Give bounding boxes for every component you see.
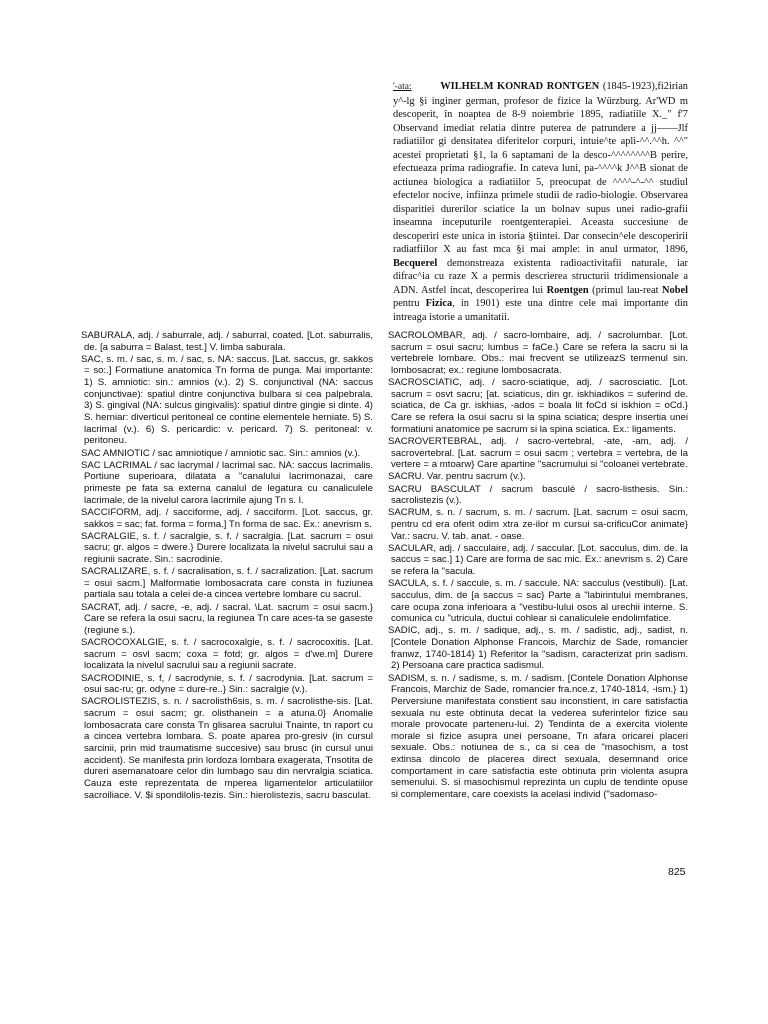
biography-roentgen: Roentgen	[546, 284, 589, 296]
biography-body-2: demonstreaza existenta radioactivitafii naturale, iar difrac^ia cu raze X a permis descrierea structurii tridimensionale a ADN. Astfel incat, descoperirea lui	[393, 257, 688, 296]
entry-sac-amniotic: SAC AMNIOTIC / sac amniotique / amniotic sac. Sin.: amnios (v.).	[81, 447, 361, 459]
biography-mark: '-ata:	[393, 82, 412, 92]
entry-sacciform: SACCIFORM, adj. / sacciforme, adj. / sacciform. [Lot. saccus, gr. sakkos = sac; fat. forma = forma.] Tn forma de sac. Ex.: anevrism s.	[81, 506, 373, 530]
right-column	[388, 330, 688, 801]
biography-body-1: (1845-1923),fi2irian y^-lg §i inginer german, profesor de fizice la Würzburg. Ar'WD m descoperit, în noaptea de 8-9 noiembrie 1895, radiatiile X._" f'7 Observand imediat relatia dintre puterea de patrundere a jj——Jlf radiatiilor gi densitatea diferitelor corpuri, intuie^te apli-^^.^^h. ^^" acestei proprietati §1, la 6 saptamani de la desco-^^^^^^^^B perire, efectueaza prima radiografie. In cateva luni, pa-^^^^k J^^B sionat de actiunea biologica a radiatiilor 5, preocupat de ^^^^-^-^^ studiul efectelor nocive, infiinza primele studii de radio-biologie. Observarea disparitiei durerilor sciatice la un bolnav supus unei radio-grafii inseamna inceputurile roentgenterapiei. Aceasta succesiune de descoperiri este unica in istoria §tiintei. Dar consecin^ele descoperirii radiatfiilor X au fast mca §i mai ample: in anul urmator, 1896,	[393, 81, 689, 255]
biography-fizica: Fizica	[425, 298, 453, 309]
left-column	[81, 330, 373, 802]
page-number: 825	[668, 866, 686, 878]
entry-sacula: SACULA, s. f. / saccule, s. m. / saccule. NA: sacculus (vestibuli). [Lat. sacculus, dim. de [a saccus = sac} Parte a "labirintului membranes, care ocupa zona inferioara a "vestibu-lului osos al urechii interne. S. comunica cu "utricula, ductui cohlear si canaliculele endolimfatice.	[388, 578, 688, 625]
entry-sacru-basculat: SACRU BASCULAT / sacrum basculé / sacro-listhesis. Sin.: sacrolistezis (v.).	[388, 483, 688, 507]
entry-sacrocoxalgie: SACROCOXALGIE, s. f. / sacrocoxalgie, s. f. / sacrocoxitis. [Lat. sacrum = osvl sacm; coxa = fotd; gr. algos = d'we.m] Durere localizata la nivelul sacrului sau a regiunii sacrate.	[81, 637, 373, 672]
biography-name: WILHELM KONRAD RONTGEN	[440, 81, 600, 92]
entry-sadism: SADISM, s. n. / sadisme, s. m. / sadism. [Contele Donation Alphonse Francois, Marchiz de Sade, romancier fra.nce.z, 1740-1814, -ism.} 1) Perversiune manifestata constient sau inconstient, in care satisfactia sexuala nu este obtinuta decat la vederea suferintelor fizice sau morale provocate parteneru-lui. 2) Tendinta de a exercita violente morale si fizice asupra unei persoane, Tn afara oricarei placeri sexuale. Obs.: notiunea de s., ca si cea de "masochism, a tost extinsa dincolo de placerea direct sexuala, desemnand orice comportament in care satisfactia este obtinuta prin violenta asupra semenului. S. si masochismul reprezinta un cuplu de tendinte opuse si complementare, care coexists la acelasi individ ("sadomaso-	[388, 672, 688, 801]
biography-text	[393, 80, 688, 324]
entry-sac: SAC, s. m. / sac, s. m. / sac, s. NA: saccus. [Lat. saccus, gr. sakkos = so:.] Formatiune anatomica Tn forma de punga. Mai importante: 1) S. amniotic: sin.: amnios (v.). 2) S. conjunctival (NA: saccus conjunctivae): spatiul dintre conjunctiva bulbara si cea palpebrala. 3) S. gingival (NA: sulcus gingivalis): spatiul dintre gingie si dinte. 4) S. herniar: diverticul peritoneal ce contine elementele herniate. 5) S. lacrimal (v.). 6) S. pericardic: v. pericard. 7) S. peritoneal: v. peritoneu.	[81, 353, 373, 447]
entry-sacrolombar: SACROLOMBAR, adj. / sacro-lombaire, adj. / sacrolumbar. [Lot. sacrum = osui sacru; lumbus = faCe.} Care se refera la sacru si la vertebrele lombare. Obs.: mai frecvent se utilizeazS termenul sin. lombosacrat; ex.: regiune lombosacrata.	[388, 330, 688, 376]
entry-sacrum: SACRUM, s. n. / sacrum, s. m. / sacrum. [Lat. sacrum = osui sacm, pentru cd era oferit odim xtra ze-ilor m cursui sa-crificuCor animate} Var.: sacru. V. tab. anat. - oase.	[388, 507, 688, 542]
entry-sacrovertebral: SACROVERTEBRAL, adj. / sacro-vertebral, -ate, -am, adj. / sacrovertebral. [Lat. sacrum = osui sacm ; vertebra = vertebra, de la vertere = a mtoarw} Care apartine "sacrumului si "coloanei vertebrate.	[388, 435, 688, 471]
entry-saburala: SABURALA, adj. / saburrale, adj. / saburral, coated. [Lot. saburralis, de. [a saburra = Balast, test.] V. limba saburala.	[81, 330, 373, 353]
biography-box	[393, 80, 688, 324]
entry-sadic: SADIC, adj., s. m. / sadique, adj., s. m. / sadistic, adj., sadist, n. [Contele Donation Alphonse Francois, Marchiz de Sade, romancier franwz, 1740-1814} 1) Referitor la "sadism, caracterizat prin sadism. 2) Persoana care practica sadismul.	[388, 625, 688, 672]
entry-sacralizare: SACRALIZARE, s. f. / sacralisation, s. f. / sacralization. [Lat. sacrum = osui sacm.] Malformatie lombosacrata care consta in fuziunea partiala sau totala a celei de-a cincea vertebre lombare cu sacrul.	[81, 566, 373, 601]
biography-body-3: (primul lau-reat	[588, 284, 663, 296]
biography-nobel: Nobel	[662, 284, 688, 296]
entry-sac-lacrimal: SAC LACRIMAL / sac lacrymal / lacrimal sac. NA: saccus lacrimalis. Portiune superioara, dilatata a "canalului lacrimonazai, care primeste pe fata sa externa canalul de legatura cu canaliculele lacrimale, de la nivelul carora lacrimile ajung Tn s. l.	[81, 459, 373, 506]
entry-sacrodinie: SACRODINIE, s. f, / sacrodynie, s. f. / sacrodynia. [Lat. sacrum = osui sac-ru; gr. odyne = dure-re..} Sin.: sacralgie (v.).	[81, 672, 373, 696]
biography-body-5: , in 1901) este una dintre cele mai importante din intreaga istorie a umanitatii.	[393, 298, 688, 323]
biography-becquerel: Becquerel	[393, 257, 438, 269]
entry-sacrat: SACRAT, adj. / sacre, -e, adj. / sacral. \Lat. sacrum = osui sacm.} Care se refera la osui sacru, la regiunea Tn care aces-ta se gaseste (regiune s.).	[81, 601, 373, 636]
entry-sacrolistezis: SACROLISTEZIS, s. n. / sacrolisth6sis, s. m. / sacrolisthe-sis. [Lat. sacrum = osui sacm; gr. olisthanein = a atuna.0} Anomalie lombosacrata care consta Tn glisarea sacrului Tnainte, tn raport cu a cincea vertebra lombara. S. poate aparea pro-gresiv (in cursul sarcinii, prin mid traumatisme succesive) sau brusc (in cursul unui accident). Se manifesta prin lordoza lombara exagerata, Tnsotita de dureri asemanatoare celor din lumbago sau din nervralgia sciatica. Cauza este reprezentata de mperea ligamentelor articulatiilor sacroiliace. V. $i spondilolis-tezis. Sin.: hierolistezis, sacru basculat.	[81, 696, 373, 801]
entry-sacular: SACULAR, adj. / sacculaire, adj. / saccular. [Lot. sacculus, dim. de. la saccus = sac.] 1) Care are forma de sac mic. Ex.: anevrism s. 2) Care se refera la "sacula.	[388, 542, 688, 578]
entry-sacru: SACRU. Var. pentru sacrum (v.).	[388, 471, 526, 483]
biography-body-4: pentru	[393, 298, 426, 309]
entry-sacralgie: SACRALGIE, s. f. / sacralgie, s. f. / sacralgia. [Lat. sacrum = osui sacru; gr. algos = dwere.} Durere localizata la nivelul sacrului sau a regiunii sacrate. Sin.: sacrodinie.	[81, 530, 373, 565]
entry-sacrosciatic: SACROSCIATIC, adj. / sacro-sciatique, adj. / sacrosciatic. [Lot. sacrum = osvt sacru; [at. sciaticus, din gr. iskhiadikos = suferind de. sciatica, de Ca gr. iskhias, -ados = boala lit foCd si iskhion = oCd.} Care se refera la osui sacru si la spina sciatica; despre insertia unei formatiuni anatomice pe sacrum si la spina sciatica. Ex.: ligaments.	[388, 377, 688, 435]
